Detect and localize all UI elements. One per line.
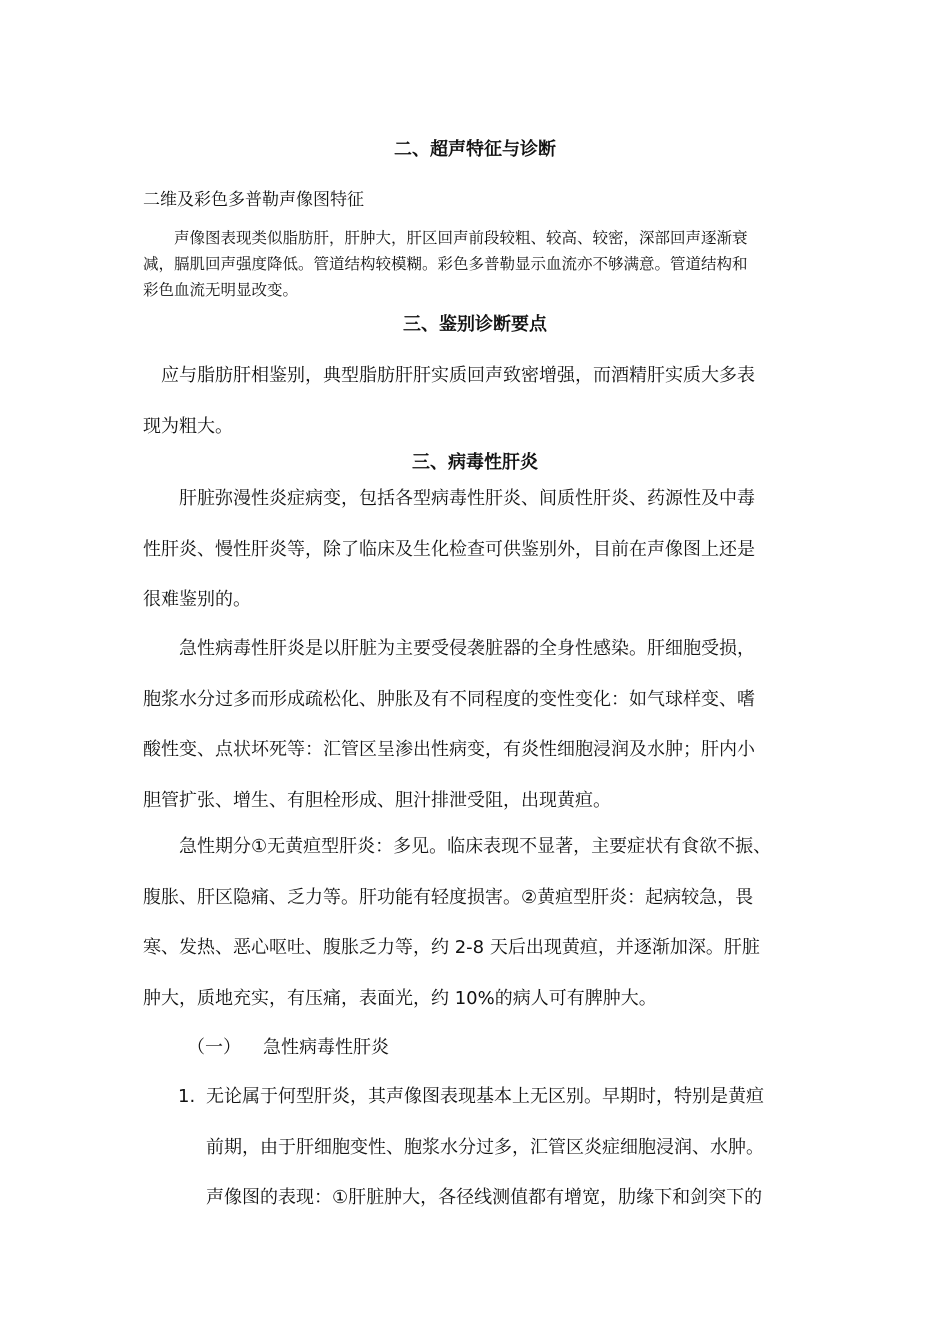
text-line: 肿大，质地充实，有压痛，表面光，约 10%的病人可有脾肿大。 (143, 987, 657, 1009)
text-line: 急性病毒性肝炎是以肝脏为主要受侵袭脏器的全身性感染。肝细胞受损， (143, 638, 755, 659)
text-line: 无论属于何型肝炎，其声像图表现基本上无区别。早期时，特别是黄疸 (206, 1086, 764, 1107)
text-line: 腹胀、肝区隐痛、乏力等。肝功能有轻度损害。②黄疸型肝炎：起病较急，畏 (143, 886, 754, 908)
text-line: 胞浆水分过多而形成疏松化、肿胀及有不同程度的变性变化：如气球样变、嗜 (143, 688, 755, 710)
text-line: 急性期分①无黄疸型肝炎：多见。临床表现不显著，主要症状有食欲不振、 (143, 836, 772, 857)
text-line: 应与脂肪肝相鉴别，典型脂肪肝肝实质回声致密增强，而酒精肝实质大多表 (143, 365, 755, 386)
text-line: 性肝炎、慢性肝炎等，除了临床及生化检查可供鉴别外，目前在声像图上还是 (143, 538, 755, 560)
subsection-heading (187, 1023, 389, 1073)
text-line: 前期，由于肝细胞变性、胞浆水分过多，汇管区炎症细胞浸润、水肿。 (206, 1136, 764, 1158)
paragraph-liver-inflammation (143, 474, 823, 626)
text-line: 减，膈肌回声强度降低。管道结构较模糊。彩色多普勒显示血流亦不够满意。管道结构和 (143, 255, 748, 273)
paragraph-differential (143, 351, 823, 452)
text-line: 现为粗大。 (143, 415, 233, 437)
subheading-doppler-features: 二维及彩色多普勒声像图特征 (143, 190, 364, 210)
text-line: 胆管扩张、增生、有胆栓形成、胆汁排泄受阻，出现黄疸。 (143, 789, 611, 811)
text-line: 寒、发热、恶心呕吐、腹胀乏力等，约 2-8 天后出现黄疸，并逐渐加深。肝脏 (143, 937, 760, 958)
section-heading-ultrasound: 二、超声特征与诊断 (394, 139, 556, 160)
text-line: 肝脏弥漫性炎症病变，包括各型病毒性肝炎、间质性肝炎、药源性及中毒 (143, 488, 755, 509)
paragraph-image-features (143, 225, 813, 303)
numbered-list-item (178, 1072, 764, 1224)
paragraph-acute-hepatitis (143, 624, 823, 826)
subsection-title: 急性病毒性肝炎 (263, 1037, 389, 1058)
section-heading-viral-hepatitis: 三、病毒性肝炎 (412, 452, 538, 473)
text-line: 声像图表现类似脂肪肝，肝肿大，肝区回声前段较粗、较高、较密，深部回声逐渐衰 (143, 229, 748, 247)
subsection-label: （一） (187, 1037, 241, 1058)
text-line: 酸性变、点状坏死等：汇管区呈渗出性病变，有炎性细胞浸润及水肿；肝内小 (143, 739, 755, 760)
text-line: 声像图的表现：①肝脏肿大，各径线测值都有增宽，肋缘下和剑突下的 (206, 1187, 763, 1208)
paragraph-acute-phases (143, 822, 823, 1024)
text-line: 很难鉴别的。 (143, 589, 251, 610)
list-number: 1. (178, 1086, 196, 1107)
section-heading-differential: 三、鉴别诊断要点 (403, 314, 547, 335)
text-line: 彩色血流无明显改变。 (143, 281, 299, 299)
